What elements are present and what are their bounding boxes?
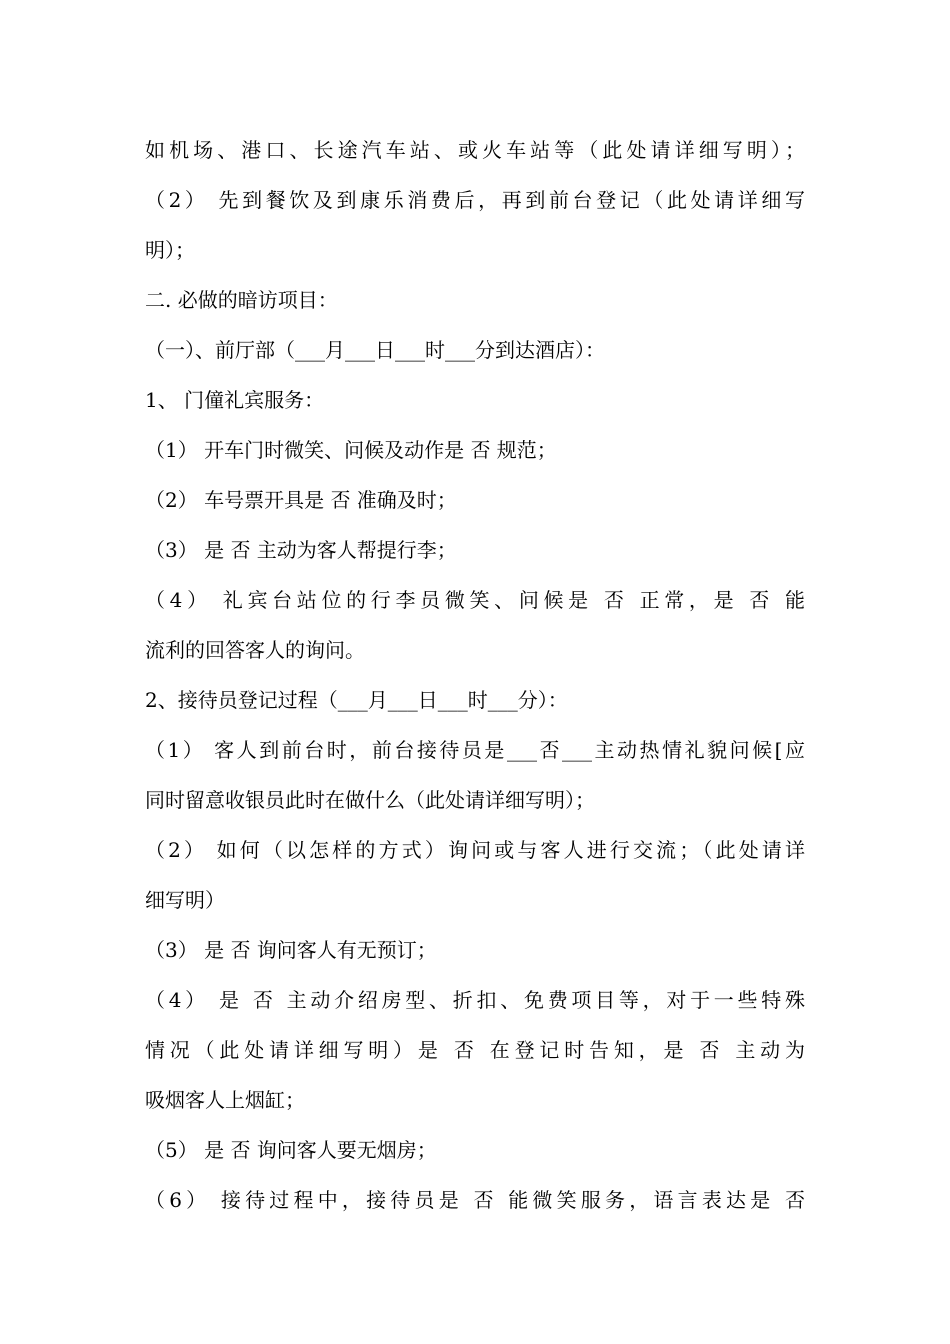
text-line-11: 流利的回答客人的询问。 (145, 638, 365, 662)
text-line-21: （5） 是 否 询问客人要无烟房； (145, 1138, 437, 1162)
item-heading-registration: 2、接待员登记过程（___月___日___时___分）： (145, 688, 568, 712)
text-line-13: （1） 客人到前台时，前台接待员是___否___主动热情礼貌问候[应 (145, 738, 805, 762)
text-line-8: （2） 车号票开具是 否 准确及时； (145, 488, 457, 512)
text-line-2: （2） 先到餐饮及到康乐消费后，再到前台登记（此处请详细写 (145, 188, 805, 212)
document-page (145, 125, 805, 1225)
text-line-3: 明）； (145, 238, 195, 262)
subsection-heading-front-office: （一）、前厅部（___月___日___时___分到达酒店）： (145, 338, 605, 362)
text-line-19: 情况（此处请详细写明）是 否 在登记时告知，是 否 主动为 (145, 1038, 805, 1062)
text-line-16: 细写明） (145, 888, 225, 912)
text-line-9: （3） 是 否 主动为客人帮提行李； (145, 538, 457, 562)
item-heading-concierge: 1、 门僮礼宾服务： (145, 388, 325, 412)
text-line-17: （3） 是 否 询问客人有无预订； (145, 938, 437, 962)
text-line-1: 如机场、港口、长途汽车站、或火车站等（此处请详细写明）； (145, 138, 805, 162)
text-line-20: 吸烟客人上烟缸； (145, 1088, 305, 1112)
text-line-22: （6） 接待过程中，接待员是 否 能微笑服务，语言表达是 否 (145, 1188, 805, 1212)
text-line-18: （4） 是 否 主动介绍房型、折扣、免费项目等，对于一些特殊 (145, 988, 805, 1012)
text-line-15: （2） 如何（以怎样的方式）询问或与客人进行交流；（此处请详 (145, 838, 805, 862)
section-heading-required-items: 二. 必做的暗访项目： (145, 288, 338, 312)
text-line-10: （4） 礼宾台站位的行李员微笑、问候是 否 正常，是 否 能 (145, 588, 805, 612)
text-line-7: （1） 开车门时微笑、问候及动作是 否 规范； (145, 438, 557, 462)
text-line-14: 同时留意收银员此时在做什么（此处请详细写明）； (145, 788, 595, 812)
